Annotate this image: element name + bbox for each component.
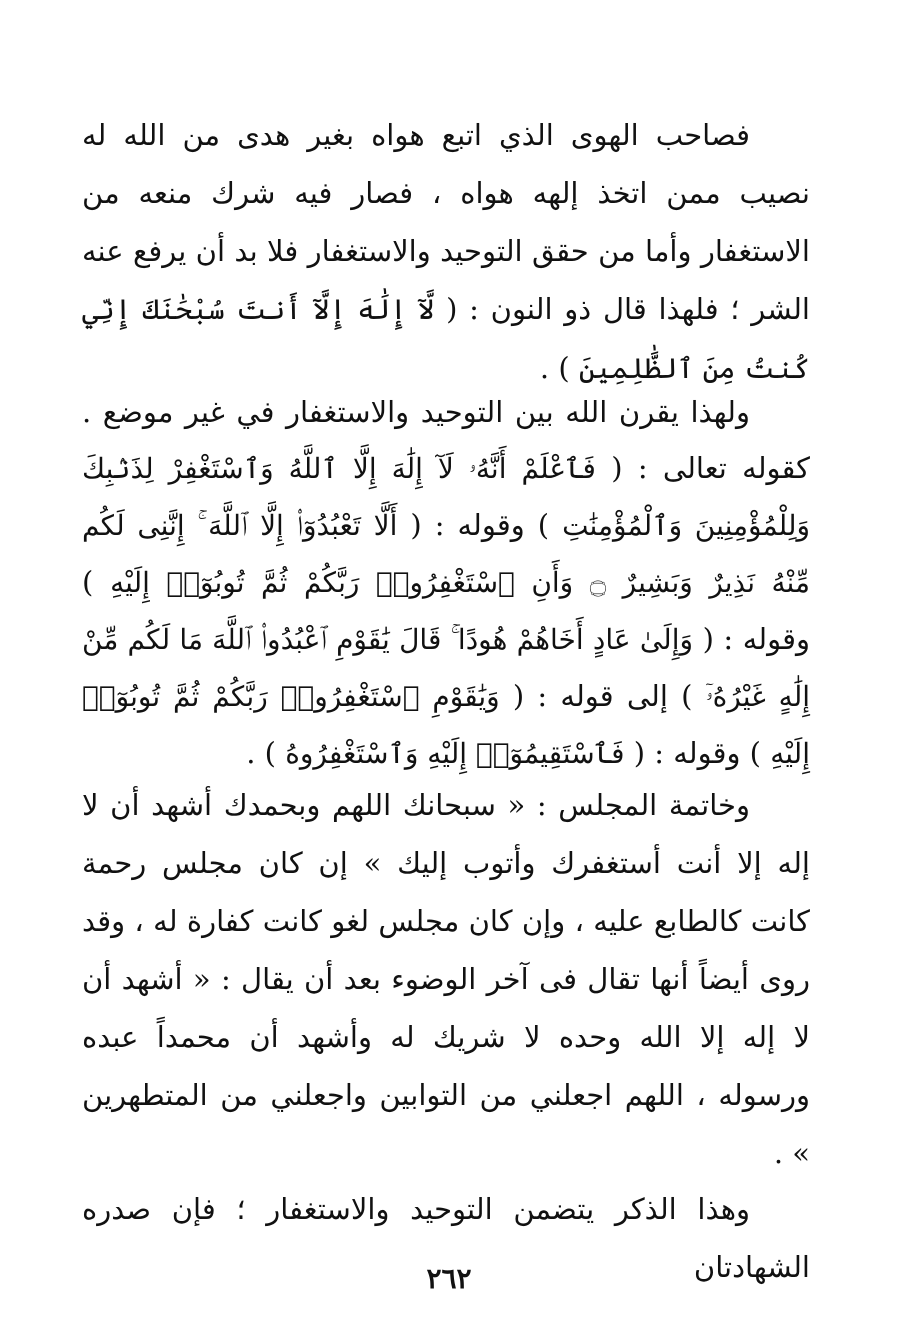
connector-text: ) وقوله : ( [82, 565, 810, 656]
quran-quote: وَيَٰقَوْمِ ٱسْتَغْفِرُوا۟ رَبَّكُمْ ثُمَّ تُوبُوٓا۟ إِلَيْهِ [82, 680, 810, 770]
quran-quote: لَّآ إِلَٰهَ إِلَّآ أَنتَ سُبْحَٰنَكَ إِنِّي كُنتُ مِنَ ٱلظَّٰلِمِينَ [82, 293, 810, 385]
paragraph-text: فصاحب الهوى الذي اتبع هواه بغير هدى من الله له نصيب ممن اتخذ إلهه هواه ، فصار فيه شرك منعه من الاستغفار وأما من حقق التوحيد والاستغفار فلا بد أن يرفع عنه الشر ؛ فلهذا قال ذو النون : ( [82, 118, 810, 326]
paragraph-text: ولهذا يقرن الله بين التوحيد والاستغفار في غير موضع . كقوله تعالى : ( [82, 395, 810, 485]
connector-text: ) إلى قوله : ( [512, 679, 693, 713]
quote-close: ) . [539, 351, 570, 385]
quote-close: ) . [246, 736, 276, 770]
paragraph-khatimat-majlis [82, 776, 810, 1182]
connector-text: ) وقوله : ( [633, 736, 761, 770]
quran-quote: فَٱعْلَمْ أَنَّهُۥ لَآ إِلَٰهَ إِلَّا ٱللَّهُ وَٱسْتَغْفِرْ لِذَنۢبِكَ وَلِلْمُؤْمِنِينَ وَٱلْمُؤْمِنَٰتِ [82, 452, 810, 542]
paragraph-text: وهذا الذكر يتضمن التوحيد والاستغفار ؛ فإن صدره الشهادتان [82, 1192, 810, 1284]
quran-quote: أَلَّا تَعْبُدُوٓا۟ إِلَّا ٱللَّهَ ۚ إِنَّنِى لَكُم مِّنْهُ نَذِيرٌ وَبَشِيرٌ ۝ وَأَنِ ٱسْتَغْفِرُوا۟ رَبَّكُمْ ثُمَّ تُوبُوٓا۟ إِلَيْهِ [82, 509, 811, 599]
page-number: ٢٦٢ [426, 1262, 472, 1295]
paragraph-tawhid-istighfar [82, 384, 810, 782]
paragraph-text: وخاتمة المجلس : « سبحانك اللهم وبحمدك أشهد أن لا إله إلا أنت أستغفرك وأتوب إليك » إن كان مجلس رحمة كانت كالطابع عليه ، وإن كان مجلس لغو كانت كفارة له ، وقد روى أيضاً أنها تقال فى آخر الوضوء بعد أن يقال : « أشهد أن لا إله إلا الله وحده لا شريك له وأشهد أن محمداً عبده ورسوله ، اللهم اجعلني من التوابين واجعلني من المتطهرين » . [82, 788, 810, 1170]
quran-quote: وَإِلَىٰ عَادٍ أَخَاهُمْ هُودًا ۚ قَالَ يَٰقَوْمِ ٱعْبُدُوا۟ ٱللَّهَ مَا لَكُم مِّنْ إِلَٰهٍ غَيْرُهُۥٓ [82, 623, 811, 713]
connector-text: ) وقوله : ( [410, 508, 550, 542]
quran-quote: فَٱسْتَقِيمُوٓا۟ إِلَيْهِ وَٱسْتَغْفِرُوهُ [285, 737, 625, 770]
paragraph-hawa [82, 106, 810, 398]
